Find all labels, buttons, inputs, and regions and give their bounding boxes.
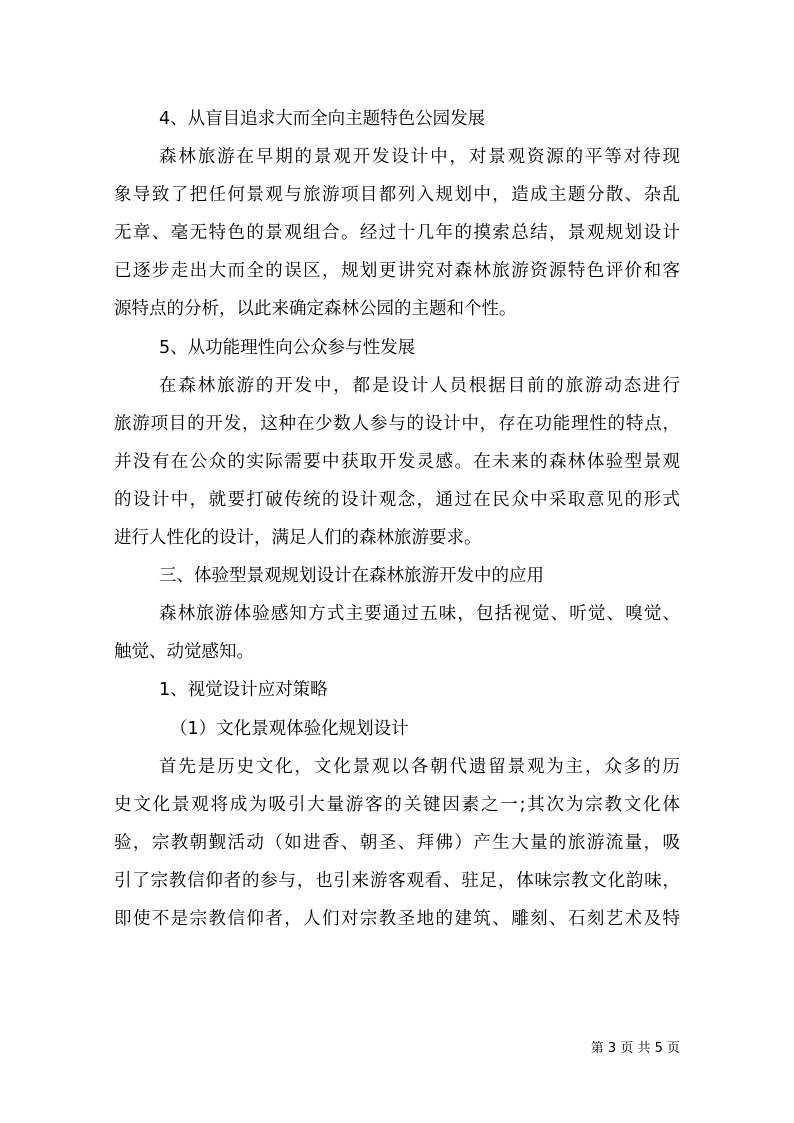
page-footer bbox=[0, 1039, 680, 1059]
document-body bbox=[114, 100, 680, 938]
paragraph-line: 在森林旅游的开发中，都是设计人员根据目前的旅游动态进行 bbox=[159, 375, 680, 396]
paragraph-line: 进行人性化的设计，满足人们的森林旅游要求。 bbox=[114, 528, 482, 549]
section-heading-1: 1、视觉设计应对策略 bbox=[159, 680, 328, 701]
paragraph-line: 验，宗教朝觐活动（如进香、朝圣、拜佛）产生大量的旅游流量，吸 bbox=[114, 832, 680, 853]
page-number-indicator: 第 3 页 共 5 页 bbox=[590, 1041, 680, 1056]
section-heading-5: 5、从功能理性向公众参与性发展 bbox=[159, 337, 416, 358]
paragraph-line: 引了宗教信仰者的参与，也引来游客观看、驻足，体味宗教文化韵味， bbox=[114, 870, 680, 891]
paragraph-line: 无章、毫无特色的景观组合。经过十几年的摸索总结，景观规划设计 bbox=[114, 223, 680, 244]
paragraph-line: 已逐步走出大而全的误区，规划更讲究对森林旅游资源特色评价和客 bbox=[114, 261, 680, 282]
paragraph-line: 源特点的分析，以此来确定森林公园的主题和个性。 bbox=[114, 299, 517, 320]
paragraph-line: 旅游项目的开发，这种在少数人参与的设计中，存在功能理性的特点， bbox=[114, 413, 680, 434]
paragraph-line: 的设计中，就要打破传统的设计观念，通过在民众中采取意见的形式 bbox=[114, 489, 680, 510]
paragraph-line: 森林旅游在早期的景观开发设计中，对景观资源的平等对待现 bbox=[159, 147, 680, 168]
paragraph-line: 象导致了把任何景观与旅游项目都列入规划中，造成主题分散、杂乱 bbox=[114, 185, 680, 206]
paragraph-line: 即使不是宗教信仰者，人们对宗教圣地的建筑、雕刻、石刻艺术及特 bbox=[114, 908, 680, 929]
paragraph-line: 史文化景观将成为吸引大量游客的关键因素之一;其次为宗教文化体 bbox=[114, 794, 680, 815]
paragraph-line: 触觉、动觉感知。 bbox=[114, 642, 254, 663]
section-heading-4: 4、从盲目追求大而全向主题特色公园发展 bbox=[159, 109, 486, 129]
chapter-heading-3: 三、体验型景观规划设计在森林旅游开发中的应用 bbox=[159, 566, 544, 587]
paragraph-line: 首先是历史文化，文化景观以各朝代遗留景观为主，众多的历 bbox=[159, 756, 680, 777]
subsection-heading-1: （1）文化景观体验化规划设计 bbox=[170, 718, 409, 739]
paragraph-line: 并没有在公众的实际需要中获取开发灵感。在未来的森林体验型景观 bbox=[114, 451, 680, 472]
paragraph-line: 森林旅游体验感知方式主要通过五味，包括视觉、听觉、嗅觉、 bbox=[159, 604, 680, 625]
